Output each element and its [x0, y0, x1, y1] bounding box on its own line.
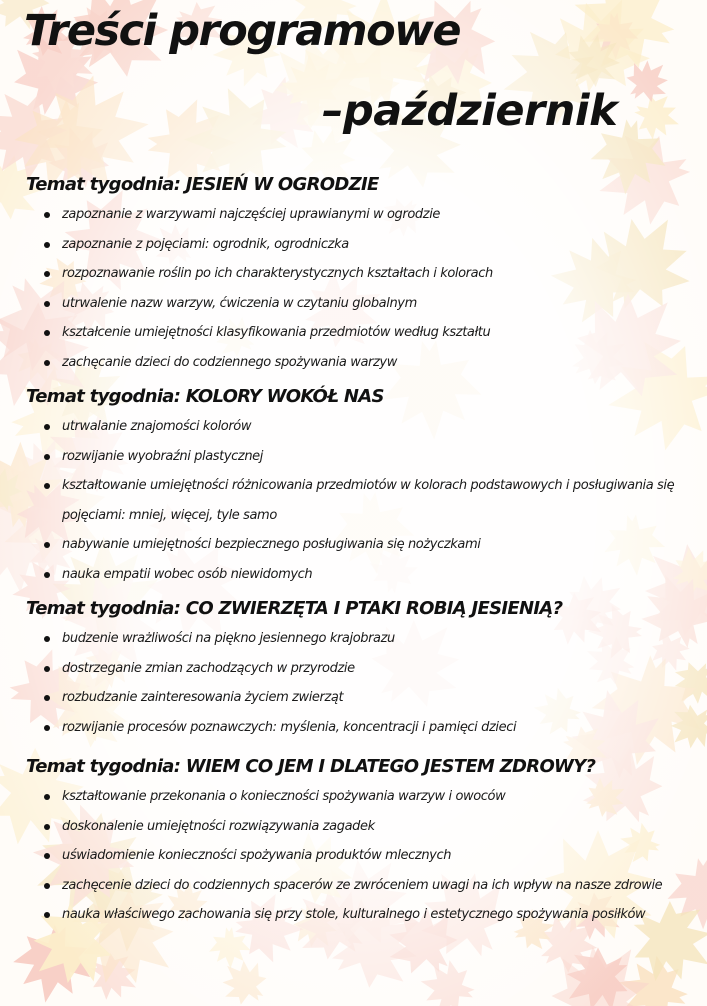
- list-item-text: utrwalenie nazw warzyw, ćwiczenia w czytaniu globalnym: [62, 295, 417, 311]
- week-heading: Temat tygodnia: JESIEŃ W OGRODZIE: [26, 174, 379, 195]
- list-item: [26, 412, 696, 442]
- page-title: Treści programowe: [24, 6, 461, 56]
- bullet-icon: [44, 725, 50, 731]
- list-item: [26, 871, 696, 901]
- list-item-text: zachęcenie dzieci do codziennych spacerów ze zwróceniem uwagi na ich wpływ na nasze zdrowie: [62, 877, 663, 893]
- list-item: [26, 230, 696, 260]
- list-item: [26, 318, 696, 348]
- bullet-icon: [44, 301, 50, 307]
- bullet-icon: [44, 424, 50, 430]
- list-item-text: doskonalenie umiejętności rozwiązywania zagadek: [62, 818, 375, 834]
- list-item: [26, 654, 696, 684]
- list-item: [26, 530, 696, 560]
- week-section-4: [26, 752, 696, 930]
- list-item-text: kształtowanie umiejętności różnicowania przedmiotów w kolorach podstawowych i posługiwania się pojęciami: mniej, więcej, tyle samo: [62, 478, 675, 523]
- list-item: [26, 900, 696, 930]
- list-item-text: rozwijanie procesów poznawczych: myślenia, koncentracji i pamięci dzieci: [62, 719, 517, 735]
- week-section-3: [26, 594, 696, 742]
- topic-list: [26, 412, 696, 589]
- list-item: [26, 713, 696, 743]
- bullet-icon: [44, 824, 50, 830]
- list-item-text: dostrzeganie zmian zachodzących w przyrodzie: [62, 660, 355, 676]
- bullet-icon: [44, 636, 50, 642]
- list-item: [26, 348, 696, 378]
- bullet-icon: [44, 666, 50, 672]
- bullet-icon: [44, 695, 50, 701]
- list-item-text: rozpoznawanie roślin po ich charakterystycznych kształtach i kolorach: [62, 266, 493, 281]
- bullet-icon: [44, 242, 50, 248]
- list-item-text: nabywanie umiejętności bezpiecznego posługiwania się nożyczkami: [62, 537, 481, 552]
- list-item: [26, 259, 696, 289]
- list-item-text: kształtowanie przekonania o konieczności spożywania warzyw i owoców: [62, 789, 506, 804]
- bullet-icon: [44, 794, 50, 800]
- bullet-icon: [44, 572, 50, 578]
- week-section-1: [26, 170, 696, 377]
- list-item: [26, 289, 696, 319]
- list-item-text: rozwijanie wyobraźni plastycznej: [62, 448, 263, 464]
- list-item: [26, 782, 696, 812]
- list-item-text: nauka empatii wobec osób niewidomych: [62, 566, 313, 582]
- bullet-icon: [44, 330, 50, 336]
- list-item: [26, 624, 696, 654]
- list-item: [26, 200, 696, 230]
- page-subtitle-month: –październik: [322, 86, 618, 136]
- list-item-text: rozbudzanie zainteresowania życiem zwierząt: [62, 690, 344, 705]
- topic-list: [26, 624, 696, 742]
- topic-list: [26, 200, 696, 377]
- bullet-icon: [44, 212, 50, 218]
- list-item-text: nauka właściwego zachowania się przy stole, kulturalnego i estetycznego spożywania posiłków: [62, 907, 646, 922]
- week-heading: Temat tygodnia: WIEM CO JEM I DLATEGO JESTEM ZDROWY?: [26, 756, 596, 777]
- week-heading: Temat tygodnia: CO ZWIERZĘTA I PTAKI ROBIĄ JESIENIĄ?: [26, 598, 563, 619]
- list-item-text: utrwalanie znajomości kolorów: [62, 419, 252, 434]
- list-item-text: zapoznanie z warzywami najczęściej uprawianymi w ogrodzie: [62, 207, 440, 222]
- bullet-icon: [44, 454, 50, 460]
- list-item: [26, 442, 696, 472]
- list-item: [26, 560, 696, 590]
- list-item: [26, 812, 696, 842]
- list-item: [26, 471, 696, 530]
- bullet-icon: [44, 483, 50, 489]
- topic-list: [26, 782, 696, 930]
- list-item-text: kształcenie umiejętności klasyfikowania przedmiotów według kształtu: [62, 325, 491, 340]
- bullet-icon: [44, 271, 50, 277]
- bullet-icon: [44, 912, 50, 918]
- list-item: [26, 683, 696, 713]
- list-item: [26, 841, 696, 871]
- bullet-icon: [44, 542, 50, 548]
- week-section-2: [26, 382, 696, 589]
- list-item-text: zapoznanie z pojęciami: ogrodnik, ogrodniczka: [62, 236, 349, 252]
- list-item-text: budzenie wrażliwości na piękno jesiennego krajobrazu: [62, 631, 395, 646]
- list-item-text: zachęcanie dzieci do codziennego spożywania warzyw: [62, 354, 397, 370]
- bullet-icon: [44, 853, 50, 859]
- bullet-icon: [44, 883, 50, 889]
- list-item-text: uświadomienie konieczności spożywania produktów mlecznych: [62, 848, 452, 863]
- bullet-icon: [44, 360, 50, 366]
- week-heading: Temat tygodnia: KOLORY WOKÓŁ NAS: [26, 386, 384, 407]
